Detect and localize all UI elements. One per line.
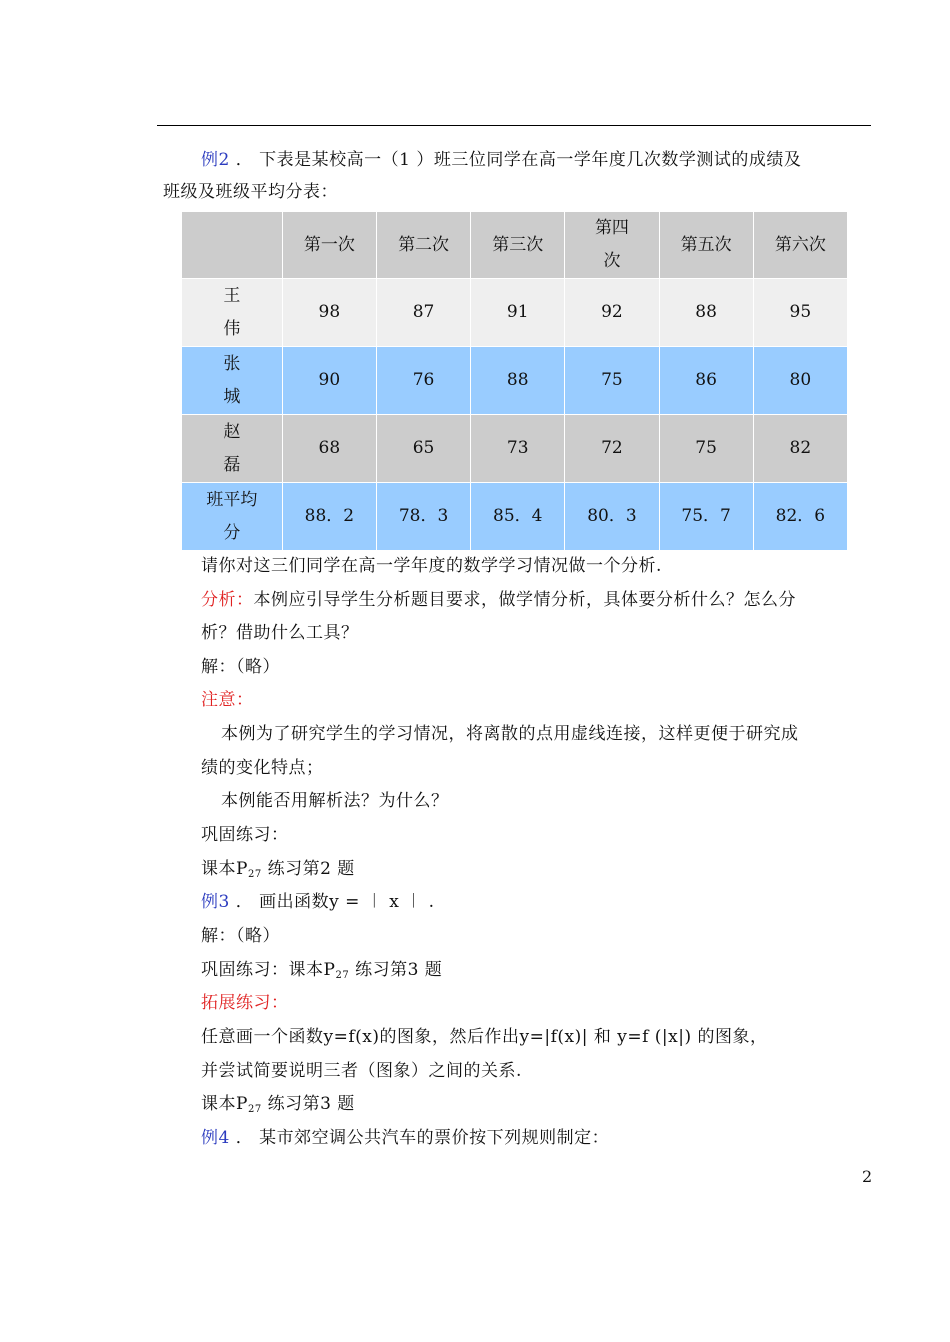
score-cell: 82	[753, 415, 847, 483]
score-cell: 75	[659, 415, 753, 483]
score-cell: 86	[659, 347, 753, 415]
score-cell: 75．7	[659, 483, 753, 551]
table-header-cell: 第五次	[659, 212, 753, 279]
table-header-cell	[182, 212, 283, 279]
analysis-line2: 析？借助什么工具？	[201, 623, 359, 643]
score-cell: 75	[565, 347, 659, 415]
note-line2: 绩的变化特点；	[201, 758, 324, 778]
score-cell: 80．3	[565, 483, 659, 551]
score-cell: 88	[659, 279, 753, 347]
table-header-cell: 第二次	[376, 212, 470, 279]
table-header-cell: 第一次	[282, 212, 376, 279]
example3-text: ． 画出函数y = ︱ x ︱ .	[229, 892, 435, 912]
analysis-label: 分析：	[201, 590, 254, 610]
score-cell: 92	[565, 279, 659, 347]
score-cell: 85．4	[471, 483, 565, 551]
row-name-cell: 赵 磊	[182, 415, 283, 483]
analysis-text: 本例应引导学生分析题目要求，做学情分析，具体要分析什么？怎么分	[253, 590, 796, 610]
example2-text: ． 下表是某校高一（1 ）班三位同学在高一学年度几次数学测试的成绩及	[229, 150, 802, 170]
extend-line1: 任意画一个函数y=f(x)的图象，然后作出y=|f(x)| 和 y=f (|x|) 的图象，	[201, 1027, 768, 1047]
solution-line-2: 解：（略）	[201, 926, 280, 946]
consolidate-line-2	[201, 960, 442, 986]
score-cell: 98	[282, 279, 376, 347]
score-cell: 91	[471, 279, 565, 347]
score-cell: 88．2	[282, 483, 376, 551]
table-header-row	[182, 212, 848, 279]
example4-line	[201, 1128, 609, 1148]
request-line: 请你对这三们同学在高一学年度的数学学习情况做一个分析.	[201, 556, 662, 576]
table-row	[182, 415, 848, 483]
solution-line: 解：（略）	[201, 657, 280, 677]
consolidate-text: 巩固练习：课本P	[201, 960, 336, 980]
score-cell: 82．6	[753, 483, 847, 551]
example4-text: ． 某市郊空调公共汽车的票价按下列规则制定：	[229, 1128, 610, 1148]
table-row	[182, 483, 848, 551]
note-line3: 本例能否用解析法？为什么？	[221, 791, 449, 811]
page-number: 2	[862, 1167, 873, 1186]
score-table	[181, 211, 848, 551]
textbook-line1	[201, 859, 355, 885]
header-rule	[157, 125, 871, 126]
extend-label: 拓展练习：	[201, 993, 289, 1013]
analysis-line1	[201, 590, 796, 610]
score-cell: 80	[753, 347, 847, 415]
note-label: 注意：	[201, 690, 254, 710]
page-subscript: 27	[247, 869, 262, 880]
table-header-cell: 第四 次	[565, 212, 659, 279]
row-name-cell: 张 城	[182, 347, 283, 415]
extend-line2: 并尝试简要说明三者（图象）之间的关系.	[201, 1061, 522, 1081]
row-name-cell: 班平均 分	[182, 483, 283, 551]
example2-line1	[201, 150, 801, 170]
score-cell: 73	[471, 415, 565, 483]
score-cell: 68	[282, 415, 376, 483]
exercise-text: 练习第3 题	[349, 960, 443, 980]
score-cell: 76	[376, 347, 470, 415]
score-cell: 95	[753, 279, 847, 347]
example2-line2: 班级及班级平均分表：	[163, 182, 338, 202]
table-header-cell: 第三次	[471, 212, 565, 279]
table-row	[182, 279, 848, 347]
example3-label: 例3	[201, 892, 230, 912]
example2-label: 例2	[201, 150, 230, 170]
score-cell: 72	[565, 415, 659, 483]
page-subscript: 27	[335, 970, 350, 981]
score-cell: 90	[282, 347, 376, 415]
note-line1: 本例为了研究学生的学习情况，将离散的点用虚线连接，这样更便于研究成	[221, 724, 799, 744]
example4-label: 例4	[201, 1128, 230, 1148]
exercise-text: 练习第2 题	[261, 859, 355, 879]
textbook-text: 课本P	[201, 859, 248, 879]
exercise-text: 练习第3 题	[261, 1094, 355, 1114]
score-cell: 65	[376, 415, 470, 483]
example3-line	[201, 892, 435, 912]
table-row	[182, 347, 848, 415]
table-header-cell: 第六次	[753, 212, 847, 279]
consolidate-label: 巩固练习：	[201, 825, 289, 845]
score-cell: 87	[376, 279, 470, 347]
page-subscript: 27	[247, 1104, 262, 1115]
score-cell: 78．3	[376, 483, 470, 551]
textbook-line3	[201, 1094, 355, 1120]
score-cell: 88	[471, 347, 565, 415]
row-name-cell: 王 伟	[182, 279, 283, 347]
textbook-text: 课本P	[201, 1094, 248, 1114]
